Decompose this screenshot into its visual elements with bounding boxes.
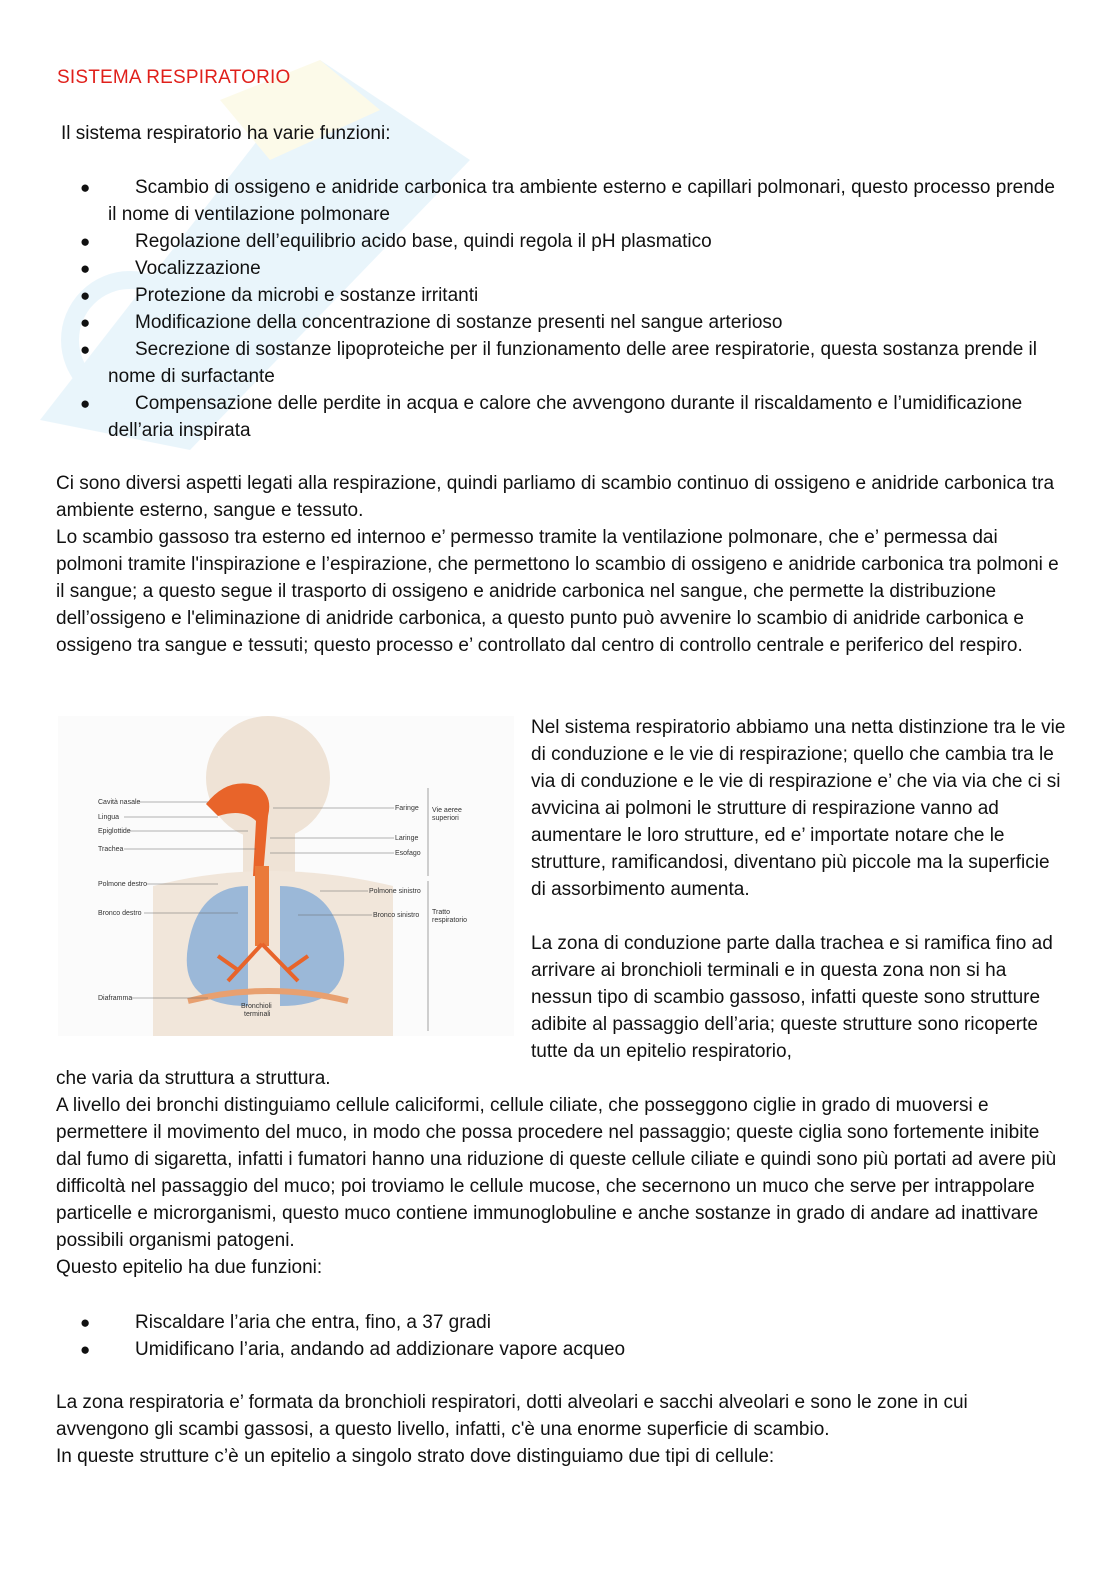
list-item: ● Compensazione delle perdite in acqua e calore che avvengono durante il riscaldamento e l’umidificazione dell’aria inspirata	[84, 390, 1064, 444]
bullet-icon: ●	[80, 1313, 91, 1332]
head-silhouette	[206, 716, 330, 840]
list-item: ● Protezione da microbi e sostanze irritanti	[84, 282, 1064, 309]
bullet-icon: ●	[80, 259, 91, 278]
figure-label: terminali	[244, 1011, 271, 1018]
bullet-icon: ●	[80, 340, 91, 359]
epithelium-functions-list	[80, 1309, 1064, 1363]
bullet-icon: ●	[80, 178, 91, 197]
bullet-icon: ●	[80, 232, 91, 251]
list-item: ● Vocalizzazione	[84, 255, 1064, 282]
respiratory-system-figure	[58, 716, 514, 1036]
bullet-icon: ●	[80, 394, 91, 413]
paragraph-respiratory-zone: La zona respiratoria e’ formata da bronchioli respiratori, dotti alveolari e sacchi alveolari e sono le zone in cui avvengono gli scambi gassosi, a questo livello, infatti, c'è una enorme superficie di scambio.	[56, 1392, 968, 1440]
figure-label: Trachea	[98, 846, 124, 853]
paragraph-epithelium-functions: Questo epitelio ha due funzioni:	[56, 1257, 323, 1278]
list-item: ● Umidificano l’aria, andando ad addizionare vapore acqueo	[84, 1336, 1064, 1363]
paragraph-conduction-zone: La zona di conduzione parte dalla trachea e si ramifica fino ad arrivare ai bronchioli terminali e in questa zona non si ha nessun tipo di scambio gassoso, infatti queste sono strutture adibite al passaggio dell’aria; queste strutture sono ricoperte tutte da un epitelio respiratorio,	[531, 933, 1053, 1062]
figure-label: Polmone destro	[98, 881, 148, 888]
paragraph-gas-exchange: Lo scambio gassoso tra esterno ed internoo e’ permesso tramite la ventilazione polmonare, che e’ permessa dai polmoni tramite l'inspirazione e l’espirazione, che permettono lo scambio di ossigeno e anidride carbonica tra polmoni e il sangue; a questo segue il trasporto di ossigeno e anidride carbonica nel sangue, che permette la distribuzione dell’ossigeno e l'eliminazione di anidride carbonica, a questo punto può avvenire lo scambio di anidride carbonica e ossigeno tra sangue e tessuti; questo processo e’ controllato dal centro di controllo centrale e periferico del respiro.	[56, 527, 1059, 656]
figure-group-label: superiori	[432, 815, 459, 822]
figure-group-label: respiratorio	[432, 917, 468, 924]
figure-label: Lingua	[98, 814, 120, 821]
paragraph-bronchi-cells: A livello dei bronchi distinguiamo cellule caliciformi, cellule ciliate, che posseggono ciglie in grado di muoversi e permettere il movimento del muco, in modo che possa procedere nel passaggio; queste ciglia sono fortemente inibite dal fumo di sigaretta, infatti i fumatori hanno una riduzione di queste cellule ciliate e quindi sono più portati ad avere più difficoltà nel passaggio del muco; poi troviamo le cellule mucose, che secernono un muco che serve per intrappolare particelle e microrganismi, questo muco contiene immunoglobuline e anche sostanze in grado di andare ad inattivare possibili organismi patogeni.	[56, 1095, 1057, 1251]
list-item: ● Modificazione della concentrazione di sostanze presenti nel sangue arterioso	[84, 309, 1064, 336]
figure-label: Laringe	[395, 835, 419, 842]
page-title: SISTEMA RESPIRATORIO	[57, 67, 291, 88]
figure-label: Cavità nasale	[98, 799, 141, 806]
paragraph-conduction-vs-respiration: Nel sistema respiratorio abbiamo una netta distinzione tra le vie di conduzione e le vie di respirazione; quello che cambia tra le via di conduzione e le vie di respirazione e’ che via via che ci si avvicina ai polmoni le strutture di respirazione vanno ad aumentare le loro strutture, ed e’ importate notare che le strutture, ramificandosi, diventano più piccole ma la superficie di assorbimento aumenta.	[531, 717, 1066, 900]
trachea-shape	[255, 866, 269, 946]
figure-group-label: Tratto	[432, 909, 451, 916]
intro-text: Il sistema respiratorio ha varie funzioni:	[61, 123, 391, 144]
bullet-icon: ●	[80, 1340, 91, 1359]
figure-label: Bronco sinistro	[373, 912, 420, 919]
figure-label: Diaframma	[98, 995, 133, 1002]
list-item: ● Riscaldare l’aria che entra, fino, a 37 gradi	[84, 1309, 1064, 1336]
list-item: ● Secrezione di sostanze lipoproteiche per il funzionamento delle aree respiratorie, questa sostanza prende il nome di surfactante	[84, 336, 1064, 390]
figure-label: Bronco destro	[98, 910, 142, 917]
bullet-icon: ●	[80, 286, 91, 305]
figure-label: Bronchioli	[241, 1003, 272, 1010]
paragraph-cell-types: In queste strutture c’è un epitelio a singolo strato dove distinguiamo due tipi di cellule:	[56, 1446, 775, 1467]
figure-label: Polmone sinistro	[369, 888, 421, 895]
list-item: ● Regolazione dell’equilibrio acido base, quindi regola il pH plasmatico	[84, 228, 1064, 255]
figure-group-label: Vie aeree	[432, 807, 462, 814]
figure-label: Faringe	[395, 805, 419, 812]
paragraph-respiration-aspects: Ci sono diversi aspetti legati alla respirazione, quindi parliamo di scambio continuo di ossigeno e anidride carbonica tra ambiente esterno, sangue e tessuto.	[56, 473, 1055, 521]
list-item: ● Scambio di ossigeno e anidride carbonica tra ambiente esterno e capillari polmonari, questo processo prende il nome di ventilazione polmonare	[84, 174, 1064, 228]
figure-label: Esofago	[395, 850, 421, 857]
figure-label: Epiglottide	[98, 828, 131, 835]
functions-list	[80, 174, 1064, 444]
paragraph-continuation: che varia da struttura a struttura.	[56, 1068, 331, 1089]
bullet-icon: ●	[80, 313, 91, 332]
